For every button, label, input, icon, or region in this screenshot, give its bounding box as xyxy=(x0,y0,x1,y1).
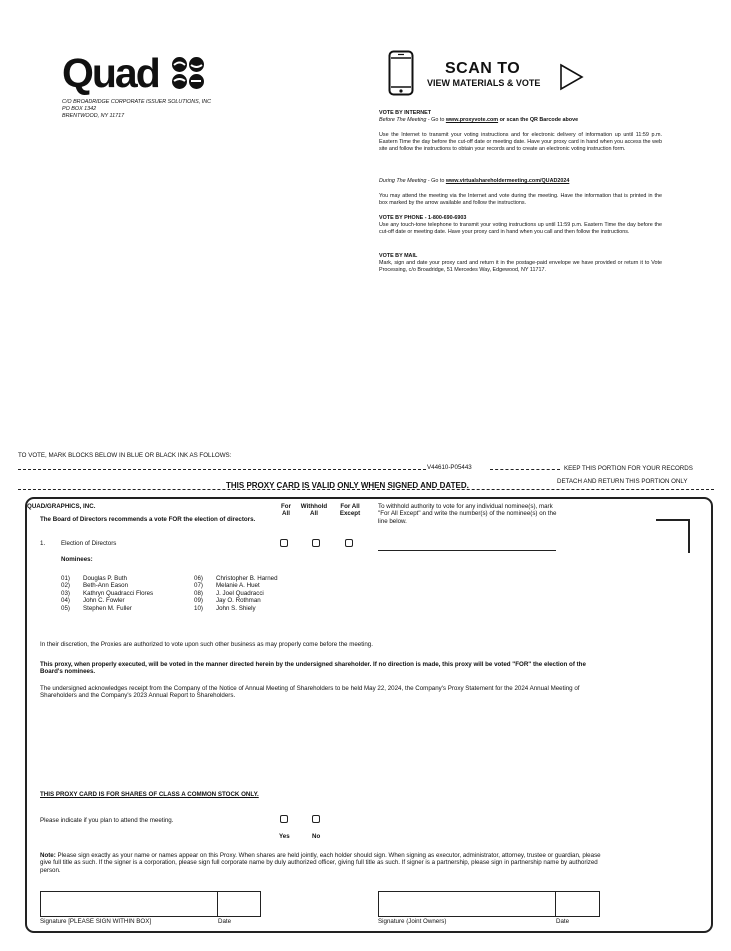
phone-icon xyxy=(388,50,414,96)
proxyvote-link[interactable]: www.proxyvote.com xyxy=(445,117,499,123)
address-line: C/O BROADRIDGE CORPORATE ISSUER SOLUTIONS, INC xyxy=(62,99,212,105)
note-label: Note: xyxy=(40,852,56,859)
before-meeting-label: Before The Meeting xyxy=(379,117,427,123)
proxy-executed-text: This proxy, when properly executed, will be voted in the manner directed herein by the undersigned shareholder. If no direction is made, this proxy will be voted "FOR" the election of the Board's nominees. xyxy=(40,661,586,676)
nominee-name: J. Joel Quadracci xyxy=(216,589,264,597)
nominee-row xyxy=(61,605,153,612)
signature-box[interactable] xyxy=(40,891,218,917)
col-header-line: All xyxy=(310,510,318,518)
phone-instructions: Use any touch-tone telephone to transmit your voting instructions up until 11:59 p.m. Eastern Time the day before the cut-off date or meeting date. Have your proxy card in hand when you call and then follow the instructions. xyxy=(379,222,662,235)
detach-label: DETACH AND RETURN THIS PORTION ONLY xyxy=(557,478,688,485)
keep-portion-label: KEEP THIS PORTION FOR YOUR RECORDS xyxy=(564,465,693,472)
nominees-left xyxy=(61,575,153,612)
nominee-number: 04) xyxy=(61,597,70,605)
nominee-number-line[interactable] xyxy=(378,550,556,551)
nominee-name: Kathryn Quadracci Flores xyxy=(83,589,154,597)
arrow-right-icon xyxy=(559,63,585,91)
nominee-row xyxy=(194,575,278,582)
nominee-number: 01) xyxy=(61,575,70,582)
date-box[interactable] xyxy=(217,891,261,917)
col-header-line: For xyxy=(281,503,291,510)
nominee-name: Douglas P. Buth xyxy=(83,575,127,582)
mark-instructions: TO VOTE, MARK BLOCKS BELOW IN BLUE OR BLACK INK AS FOLLOWS: xyxy=(18,452,232,459)
internet-instructions: Use the Internet to transmit your voting instructions and for electronic delivery of information up until 11:59 p.m. Eastern Time the day before the cut-off date or meeting date. Have your proxy card in hand when you access the web site and follow the instructions to obtain your records and to create an electronic voting instruction form. xyxy=(379,132,662,152)
nominee-name: Christopher B. Harned xyxy=(216,575,278,582)
attend-no-checkbox[interactable] xyxy=(312,815,320,823)
nominee-number: 06) xyxy=(194,575,203,582)
yes-label: Yes xyxy=(279,833,290,840)
nominee-row xyxy=(194,590,278,597)
return-address xyxy=(62,99,232,120)
during-meeting-goto: - Go to xyxy=(426,178,446,184)
col-header-line: All xyxy=(282,510,290,518)
cut-line-left xyxy=(18,469,426,470)
cut-line-right xyxy=(490,469,560,470)
nominees-label: Nominees: xyxy=(61,556,93,563)
company-logo-text: Quad xyxy=(62,50,159,96)
item-number: 1. xyxy=(40,540,46,547)
nominee-number: 07) xyxy=(194,582,203,590)
nominee-number: 10) xyxy=(194,604,203,612)
nominee-name: Melanie A. Huet xyxy=(216,582,260,590)
nominees-right xyxy=(194,575,278,612)
vote-mail-title: VOTE BY MAIL xyxy=(379,253,418,259)
col-header-line: Withhold xyxy=(300,503,328,510)
nominee-number: 05) xyxy=(61,604,70,612)
nominee-row xyxy=(194,582,278,589)
nominee-row xyxy=(61,582,153,589)
col-header-line: For All xyxy=(340,503,360,510)
nominee-name: John S. Shiely xyxy=(216,604,256,612)
for-all-except-checkbox[interactable] xyxy=(345,539,353,547)
address-line: PO BOX 1342 xyxy=(62,106,97,112)
valid-notice: THIS PROXY CARD IS VALID ONLY WHEN SIGNED AND DATED. xyxy=(226,481,469,490)
no-label: No xyxy=(312,833,321,840)
quad-logo-icon xyxy=(171,56,205,90)
joint-date-box[interactable] xyxy=(555,891,600,917)
nominee-number: 02) xyxy=(61,582,70,590)
detach-line xyxy=(18,489,714,490)
col-header-line: Except xyxy=(339,510,361,518)
col-for-all-except xyxy=(333,503,367,518)
nominee-row xyxy=(61,590,153,597)
nominee-row xyxy=(194,605,278,612)
vote-phone-title: VOTE BY PHONE - 1-800-690-6903 xyxy=(379,215,467,221)
control-code: V44610-P05443 xyxy=(427,464,472,471)
class-a-notice: THIS PROXY CARD IS FOR SHARES OF CLASS A COMMON STOCK ONLY. xyxy=(40,791,259,798)
date-label: Date xyxy=(218,918,232,925)
item-label: Election of Directors xyxy=(61,540,117,547)
attend-question: Please indicate if you plan to attend the meeting. xyxy=(40,817,174,824)
col-for-all xyxy=(276,503,296,518)
during-meeting-instructions: You may attend the meeting via the Internet and vote during the meeting. Have the information that is printed in the box marked by the arrow available and follow the instructions. xyxy=(379,193,662,206)
before-meeting-line xyxy=(379,117,664,124)
corner-mark xyxy=(656,519,690,553)
address-line: BRENTWOOD, NY 11717 xyxy=(62,113,125,119)
discretion-text: In their discretion, the Proxies are authorized to vote upon such other business as may properly come before the meeting. xyxy=(40,641,373,648)
nominee-name: Beth-Ann Eason xyxy=(83,582,129,590)
during-meeting-line xyxy=(379,178,664,185)
signature-label: Signature [PLEASE SIGN WITHIN BOX] xyxy=(40,918,152,925)
scan-to-heading: SCAN TO xyxy=(445,60,521,77)
signing-note xyxy=(40,852,602,874)
before-meeting-goto: - Go to xyxy=(426,117,446,123)
nominee-row xyxy=(61,575,153,582)
virtual-meeting-link[interactable]: www.virtualshareholdermeeting.com/QUAD2024 xyxy=(445,178,570,184)
for-all-checkbox[interactable] xyxy=(280,539,288,547)
mail-instructions: Mark, sign and date your proxy card and return it in the postage-paid envelope we have provided or return it to Vote Processing, c/o Broadridge, 51 Mercedes Way, Edgewood, NY 11717. xyxy=(379,260,662,273)
col-withhold-all xyxy=(296,503,332,518)
before-meeting-tail: or scan the QR Barcode above xyxy=(498,117,579,123)
acknowledgement-text: The undersigned acknowledges receipt from the Company of the Notice of Annual Meeting of Shareholders to be held May 22, 2024, the Company's Proxy Statement for the 2024 Annual Meeting of Shareholders and the Company's 2023 Annual Report to Shareholders. xyxy=(40,685,580,700)
vote-internet-title: VOTE BY INTERNET xyxy=(379,110,432,116)
nominee-number: 08) xyxy=(194,589,203,597)
nominee-row xyxy=(61,597,153,604)
view-materials-heading: VIEW MATERIALS & VOTE xyxy=(427,78,541,88)
joint-signature-label: Signature (Joint Owners) xyxy=(378,918,447,925)
board-recommendation: The Board of Directors recommends a vote FOR the election of directors. xyxy=(40,516,256,523)
attend-yes-checkbox[interactable] xyxy=(280,815,288,823)
nominee-number: 03) xyxy=(61,589,70,597)
nominee-name: Jay O. Rothman xyxy=(216,597,261,605)
joint-signature-box[interactable] xyxy=(378,891,556,917)
nominee-name: Stephen M. Fuller xyxy=(83,604,132,612)
company-name: QUAD/GRAPHICS, INC. xyxy=(27,503,96,510)
withhold-all-checkbox[interactable] xyxy=(312,539,320,547)
during-meeting-label: During The Meeting xyxy=(379,178,427,184)
nominee-name: John C. Fowler xyxy=(83,597,125,605)
withhold-instructions: To withhold authority to vote for any individual nominee(s), mark "For All Except" and write the number(s) of the nominee(s) on the line below. xyxy=(378,503,557,525)
nominee-number: 09) xyxy=(194,597,203,605)
note-text: Please sign exactly as your name or names appear on this Proxy. When shares are held jointly, each holder should sign. When signing as executor, administrator, attorney, trustee or guardian, please give full title as such. If the signer is a corporation, please sign full corporate name by duly authorized officer, giving full title as such. If signer is a partnership, please sign in partnership name by authorized person. xyxy=(40,852,601,874)
nominee-row xyxy=(194,597,278,604)
joint-date-label: Date xyxy=(556,918,570,925)
